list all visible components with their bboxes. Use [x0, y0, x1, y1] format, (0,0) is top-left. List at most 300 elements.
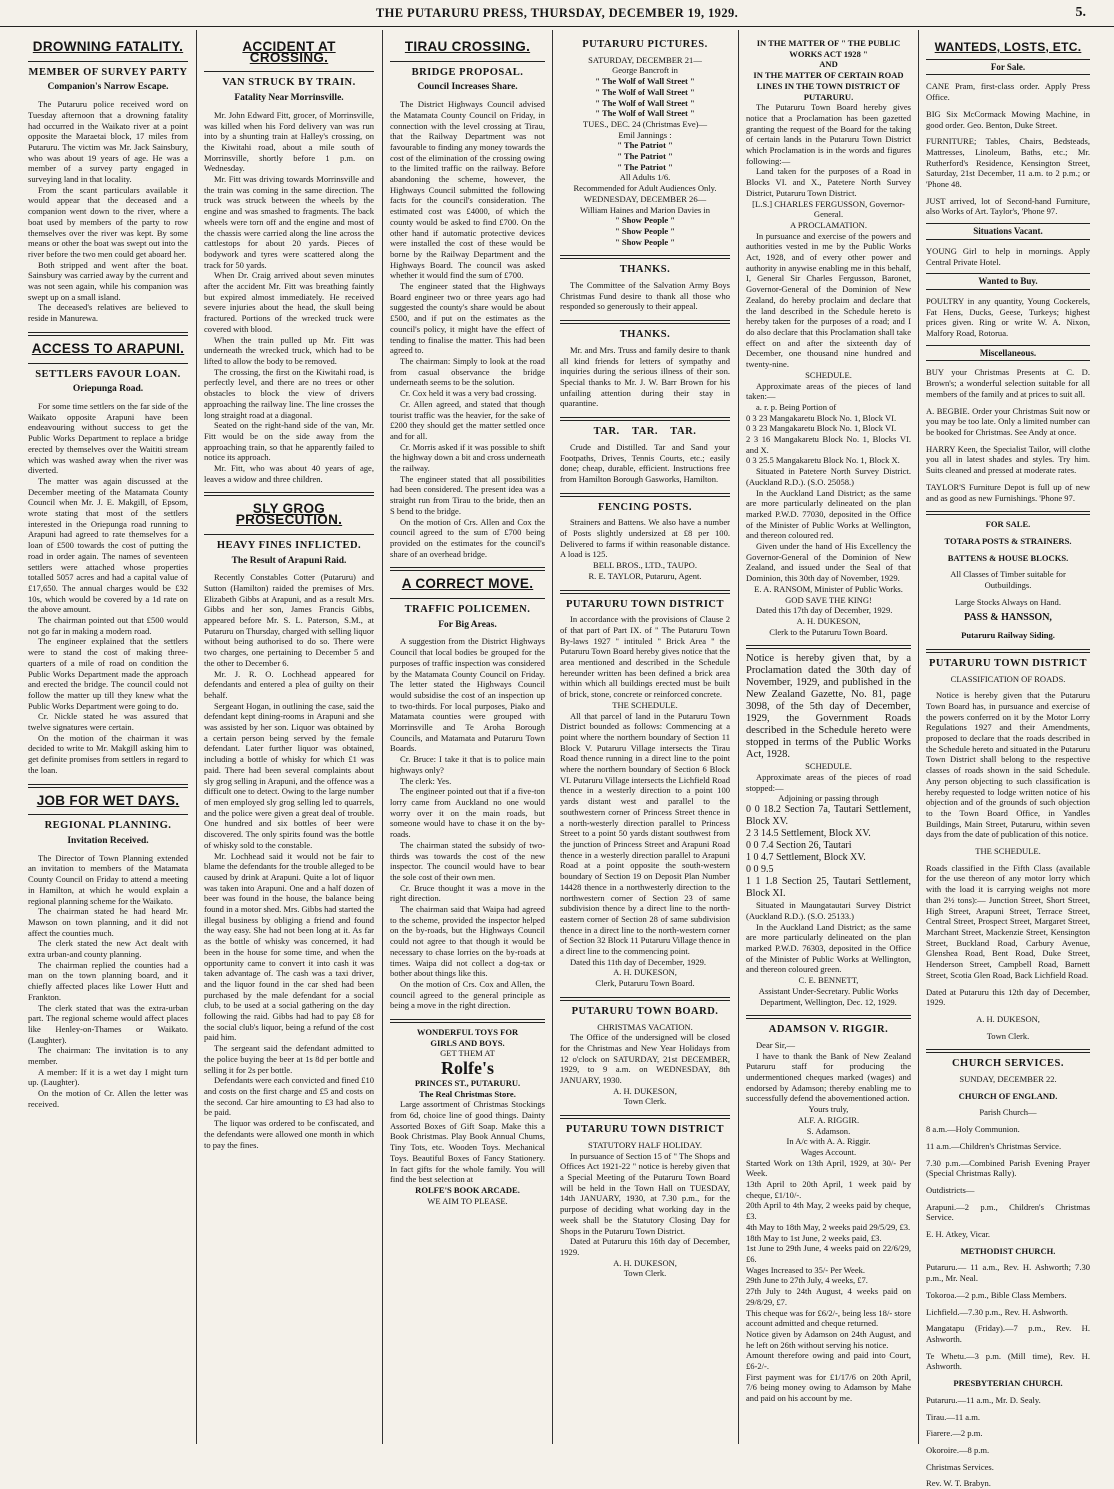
ad-body: Strainers and Battens. We also have a number of Posts slightly undersized at £8 per 100. Delivered to farms if within reasonable distance. A load is 125. [560, 517, 730, 560]
service-line: E. H. Atkey, Vicar. [926, 1229, 991, 1240]
notice-vacation [560, 1007, 730, 1107]
film-title: " Show People " [614, 215, 676, 226]
account-line: Wages Account. [800, 1146, 857, 1157]
signature: Clerk, Putaruru Town Board. [595, 978, 695, 989]
ad-line: GET THEM AT [440, 1048, 495, 1059]
paragraph: Cr. Bruce thought it was a move in the right direction. [390, 882, 545, 904]
ad-line: William Haines and Marion Davies in [580, 204, 710, 215]
divider [560, 1115, 730, 1119]
section-label: Wanted to Buy. [926, 273, 1090, 290]
classified-ad: HARRY Keen, the Specialist Tailor, will clothe you all in latest shades and styles. Try him. Suits cleaned and pressed at moderate rates. [926, 443, 1090, 476]
ad-title: FOR SALE. [985, 519, 1031, 530]
schedule-rows [746, 413, 911, 467]
ad-line: Emil Jannings : [618, 129, 672, 140]
subhead: REGIONAL PLANNING. [44, 820, 172, 832]
notice-body: In the Auckland Land District; as the same are more particularly delineated on the plan marked P.W.D. 76303, deposited in the Office of the Minister of Public Works at Wellington, and thereon coloured green. [746, 921, 911, 975]
service-line: Putaruru.—11 a.m., Mr. D. Sealy. [926, 1394, 1041, 1405]
ad-line: WEDNESDAY, DECEMBER 26— [583, 193, 707, 204]
schedule-title: SCHEDULE. [805, 761, 852, 772]
account-line: This cheque was for £6/2/-, being less 18/- store account admitted and cheque returned. [746, 1307, 911, 1329]
ad-line: WE AIM TO PLEASE. [427, 1195, 508, 1206]
notice-date: Dated this 17th day of December, 1929. [756, 605, 893, 616]
headline: SLY GROG PROSECUTION. [235, 501, 343, 528]
divider [926, 649, 1090, 653]
paragraph: For some time settlers on the far side of the Waikato opposite Arapuni have been endeavouring without success to get the Public Works Department to replace a bridge erected by themselves over the Waititi stream which was washed away when the river was diverted. [28, 400, 188, 476]
service-line: Fiarere.—2 p.m. [926, 1428, 983, 1439]
notice-title: PUTARURU TOWN DISTRICT [565, 1124, 725, 1136]
masthead [0, 4, 1114, 27]
ad-line: Putaruru Railway Siding. [961, 630, 1055, 641]
section-label: Situations Vacant. [926, 223, 1090, 240]
notice-body: Given under the hand of His Excellency the Governor-General of the Dominion of New Zealand, and issued under the Seal of that Dominion, this 30th day of November, 1929. [746, 541, 911, 584]
schedule-title: SCHEDULE. [805, 369, 852, 380]
service-line: 11 a.m.—Children's Christmas Service. [926, 1140, 1062, 1151]
classified-ad: FURNITURE; Tables, Chairs, Bedsteads, Mattresses, Linoleum, Baths, etc.; Mr. Rutherford's Residence, Kensington Street, Saturday, 21st December, 11 a.m. to 2 p.m.; or 'Phone 48. [926, 136, 1090, 190]
schedule-row: 0 0 18.2 Section 7a, Tautari Settlement, Block XV. [746, 804, 911, 828]
paragraph: The Director of Town Planning extended an invitation to members of the Matamata County Council on Friday to attend a meeting in Hamilton, at which he would explain a regional planning scheme for the Waikato. [28, 852, 188, 906]
signature: Town Clerk. [623, 1268, 667, 1279]
notice-body: In the Auckland Land District; as the same are more particularly delineated on the plan marked P.W.D. 77030, deposited in the Office of the Minister of Public Works at Wellington, and thereon coloured red. [746, 487, 911, 541]
notice-body: In pursuance of Section 15 of " The Shops and Offices Act 1921-22 " notice is hereby given that a Special Meeting of the Putaruru Town Board will be held in the Town Hall on TUESDAY, 14th JANUARY, 1930, at 7.30 p.m., for the purpose of deciding what working day in the week shall be the Statutory Closing Day for Shops in the Putaruru Town District. [560, 1150, 730, 1236]
notice-body: In pursuance and exercise of the powers and authorities vested in me by the Public Works Act, 1928, and of every other power and authority in anywise enabling me in this behalf, I, General Sir Charles Fergusson, Baronet, Governor-General of the Dominion of New Zealand, do hereby proclaim and declare that the land described in the Schedule hereto is hereby taken for the purposes of a road; and I do also declare that this Proclamation shall take effect on and after the sixteenth day of December, one thousand nine hundred and twenty-nine. [746, 230, 911, 370]
deck: Fatality Near Morrinsville. [234, 93, 344, 104]
church-name: METHODIST CHURCH. [960, 1245, 1056, 1256]
deck: Council Increases Share. [417, 82, 518, 93]
service-line: 7.30 p.m.—Combined Parish Evening Prayer (Special Christmas Rally). [926, 1157, 1090, 1179]
service-line: Mangatapu (Friday).—7 p.m., Rev. H. Ashworth. [926, 1323, 1090, 1344]
account-line: Started Work on 13th April, 1929, at 30/- Per Week. [746, 1157, 911, 1179]
notice-title: PUTARURU TOWN BOARD. [571, 1005, 719, 1017]
column-rule [552, 30, 553, 1444]
ad-pictures [560, 40, 730, 247]
notice-body: Approximate areas of the pieces of land taken:— [746, 380, 911, 402]
headline: A CORRECT MOVE. [401, 576, 534, 592]
paragraph: The Putaruru police received word on Tuesday afternoon that a drowning fatality had occurred in the Waikato river at a point opposite the Maraetai block, 17 miles from Putaruru. The victim was Mr. Jack Sainsbury, who was about 19 years of age. He was a member of a survey party engaged in surveying land in that locality. [28, 99, 188, 185]
ad-title: PUTARURU PICTURES. [582, 39, 708, 50]
paragraph: On the motion of Crs. Cox and Allen, the council agreed to the general principle as being a move in the right direction. [390, 978, 545, 1011]
film-title: " The Wolf of Wall Street " [595, 108, 695, 119]
account-line: First payment was for £1/17/6 on 20th April, 7/6 being money owing to Adamson by Mahe and paid on his account by me. [746, 1371, 911, 1404]
seal: [L.S.] CHARLES FERGUSSON, Governor-General. [752, 198, 905, 220]
signature: Assistant Under-Secretary. Public Works Department, Wellington, Dec. 12, 1929. [758, 985, 899, 1007]
service-line: Arapuni.—2 p.m., Children's Christmas Service. [926, 1201, 1090, 1223]
paragraph: Cr. Morris asked if it was possible to shift the highway down a bit and cross underneath the railway. [390, 441, 545, 474]
divider [28, 61, 188, 62]
paragraph: The engineer stated that the Highways Board engineer two or three years ago had suggested the county's share would be about £500, and if put on the estimates as the council's policy, it might have the effect of tending to finalise the matter. This had been agreed to. [390, 281, 545, 356]
ad-line: ROLFE'S BOOK ARCADE. [415, 1184, 520, 1195]
ad-line: Large Stocks Always on Hand. [955, 596, 1061, 607]
paragraph: The chairman said that Waipa had agreed to the scheme, provided the inspector helped on the by-roads, but the Highways Council could not agree to that though it would be necessary to chase lorries on the by-roads at times. Waipa did not collect a dog-tax or bother about things like this. [390, 904, 545, 979]
service-line: Tokoroa.—2 p.m., Bible Class Members. [926, 1289, 1067, 1300]
subhead: VAN STRUCK BY TRAIN. [222, 77, 356, 89]
subhead: MEMBER OF SURVEY PARTY [28, 66, 188, 78]
divider [746, 1015, 911, 1019]
film-title: " The Patriot " [617, 151, 673, 162]
account-line: 27th July to 24th August, 4 weeks paid on 29/8/29, £7. [746, 1286, 911, 1307]
paragraph: The engineer pointed out that if a five-ton lorry came from Auckland no one would worry over it on the main roads, but someone would have to chase it on the by-roads. [390, 786, 545, 840]
paragraph: Seated on the right-hand side of the van, Mr. Fitt would be on the side away from the approaching train, so that he apparently failed to notice its approach. [204, 420, 374, 463]
headline: ACCIDENT AT CROSSING. [242, 39, 336, 65]
account-line: 13th April to 20th April, 1 week paid by cheque, £1/10/-. [746, 1179, 911, 1200]
account-line: In A/c with A. A. Riggir. [786, 1136, 871, 1147]
paragraph: From the scant particulars available it would appear that the deceased and a companion went down to the river, where a boat used by members of the party to row themselves over the river was kept. By some means or other the boat was swept out into the river before the two men could get aboard her. [28, 184, 188, 259]
notice-body: Approximate areas of the pieces of road stopped:— [746, 772, 911, 793]
church-name: PRESBYTERIAN CHURCH. [953, 1378, 1063, 1389]
paragraph: A suggestion from the District Highways Council that local bodies be grouped for the purposes of traffic inspection was considered by the Matamata County Council on Friday. The letter stated the Highways Council would subsidise the cost of an inspection up to two-thirds. For local purposes, Piako and Matamata counties were grouped with Morrinsville and Te Aroha Borough Councils, and Matamata and Putaruru Town Boards. [390, 636, 545, 754]
classified-ad: CANE Pram, first-class order. Apply Press Office. [926, 81, 1090, 103]
article-sly-grog [204, 501, 374, 1150]
ad-store-name: Rolfe's [441, 1058, 494, 1079]
service-list [926, 1124, 1090, 1240]
ad-tar [560, 427, 730, 485]
notice-lead: Notice is hereby given that, by a Proclamation dated the 30th day of November, 1929, and published in the New Zealand Gazette, No. 81, page 3098, of the 5th day of December, 1929, the Government Roads described in the Schedule hereto were stopped in terms of the Public Works Act, 1928. [746, 653, 911, 761]
film-title: " The Wolf of Wall Street " [595, 76, 695, 87]
service-line: Lichfield.—7.30 p.m., Rev. H. Ashworth. [926, 1306, 1068, 1317]
ad-line: Recommended for Adult Audiences Only. [573, 183, 717, 194]
letter-close: Yours truly, [808, 1104, 849, 1115]
notice-body: Situated in Patetere North Survey District. (Auckland R.D.). (S.O. 25058.) [746, 466, 911, 487]
paragraph: Mr. J. R. O. Lochhead appeared for defendants and entered a plea of guilty on their behalf. [204, 668, 374, 700]
notice-title: AND [819, 59, 838, 70]
notice-body: Situated in Maungatautari Survey District (Auckland R.D.). (S.O. 25133.) [746, 900, 911, 921]
signature: C. E. BENNETT, [798, 975, 859, 986]
section-label: For Sale. [926, 59, 1090, 76]
paragraph: Mr. Lochhead said it would not be fair to blame the defendants for the trouble alleged to be caused by drink at Arapuni. Quite a lot of liquor was taken into Arapuni. One and a half dozen of beer was found in the house, the balance being found in a motor shed. Mrs. Gibbs had started the illegal business by obliging a friend and found the way easy. She had not been long at it. As far as the bottle of whisky was concerned, it had been in the house for some time, and when the opportunity came to convert it into cash it was taken advantage of. The cash was a taxi driver, and the liquor found in the car shed had been purchased by the male defendant for a social club, to be used at a social gathering on the day following the raid. Gibbs had had to pay £8 for the social club's liquor, being a refund of the cost paid him. [204, 850, 374, 1043]
ad-line: PASS & HANSSON, [964, 612, 1052, 624]
paragraph: The sergeant said the defendant admitted to the police buying the beer at 1s 8d per bottle and selling it for 2s per bottle. [204, 1043, 374, 1075]
paragraph: The clerk stated the new Act dealt with extra urban-and county planning. [28, 938, 188, 960]
divider [28, 363, 188, 364]
column-rule [196, 30, 197, 1444]
deck: Invitation Received. [67, 836, 149, 846]
divider [926, 511, 1090, 515]
paragraph: The clerk stated that was the extra-urban part. The regional scheme would affect places like Henley-on-Thames or Waikato. (Laughter). [28, 1002, 188, 1045]
letter-salute: Dear Sir,— [756, 1039, 796, 1050]
notice-title: THANKS. [619, 329, 671, 341]
notice-body: Land taken for the purposes of a Road in Blocks VI. and X., Patetere North Survey District, Putaruru Town District. [746, 166, 911, 198]
letter-body: I have to thank the Bank of New Zealand Putaruru staff for producing the undermentioned cheques marked (wages) and endorsed by Adamson; thereby enabling me to successfully defend the abovementioned action. [746, 1050, 911, 1104]
signature: GOD SAVE THE KING! [785, 594, 872, 605]
classified-ad: POULTRY in any quantity, Young Cockerels, Fat Hens, Ducks, Geese, Turkeys; highest prices given. Ring or write W. A. Nixon, Malfory Road, Rotorua. [926, 295, 1090, 339]
paragraph: The liquor was ordered to be confiscated, and the defendants were allowed one month in which to pay the fines. [204, 1118, 374, 1150]
service-line: Tirau.—11 a.m. [926, 1411, 980, 1422]
section-label: Miscellaneous. [926, 345, 1090, 362]
paragraph: The deceased's relatives are believed to reside in Manurewa. [28, 302, 188, 324]
headline: ACCESS TO ARAPUNI. [31, 340, 185, 356]
notice-date: Dated at Putaruru this 16th day of December, 1929. [560, 1236, 730, 1257]
paragraph: The chairman replied the counties had a man on the town planning board, and it chiefly affected places like Lower Hutt and Frankton. [28, 959, 188, 1002]
column-6 [926, 34, 1090, 1489]
notice-thanks-1 [560, 265, 730, 312]
schedule-row: 1 1 1.8 Section 25, Tautari Settlement, Block XI. [746, 876, 911, 900]
ad-line: PRINCES ST., PUTARURU. [414, 1077, 521, 1088]
paragraph: Mr. Fitt was driving towards Morrinsville and the train was coming in the same direction. The truck was struck between the wheels by the engine and was smashed to fragments. The back wheels were torn off and the engine and most of the chassis were carried along the line across the cattlestops for about 20 yards. Pieces of bodywork and tyres were scattered along the track for 50 yards. [204, 174, 374, 270]
letter-adamson [746, 1025, 911, 1404]
divider [560, 255, 730, 259]
film-title: " The Wolf of Wall Street " [595, 86, 695, 97]
account-line: Amount therefore owing and paid into Court, £6-2/-. [746, 1350, 911, 1372]
paragraph: The clerk: Yes. [400, 775, 452, 786]
notice-title: IN THE MATTER OF CERTAIN ROAD LINES IN THE TOWN DISTRICT OF PUTARURU. [753, 70, 904, 102]
schedule-row: 0 3 25.5 Mangakaretu Block No. 1, Block X. [746, 455, 900, 466]
deck: The Result of Arapuni Raid. [231, 555, 347, 566]
account-line: Wages Increased to 35/- Per Week. [746, 1264, 866, 1275]
paragraph: Both stripped and went after the boat. Sainsbury was carried away by the current and was not seen again, while his companion was swept up on a small island. [28, 259, 188, 302]
divider [560, 493, 730, 497]
deck: Companion's Narrow Escape. [47, 82, 169, 93]
divider [746, 645, 911, 649]
divider [390, 1019, 545, 1023]
paragraph: Cr. Nickle stated he was assured that twelve signatures were certain. [28, 711, 188, 733]
notice-title: THANKS. [619, 264, 671, 276]
service-list [926, 1262, 1090, 1372]
classified-ad: YOUNG Girl to help in mornings. Apply Central Private Hotel. [926, 245, 1090, 267]
signature: Clerk to the Putaruru Town Board. [769, 626, 888, 637]
schedule-title: THE SCHEDULE. [975, 846, 1041, 857]
column-rule [382, 30, 383, 1444]
headline: TIRAU CROSSING. [404, 39, 531, 54]
ad-line: TUES., DEC. 24 (Christmas Eve)— [582, 118, 708, 129]
notice-body: All that parcel of land in the Putaruru Town District bounded as follows: Commencing at a point where the northern boundary of Section 11 Block V. Putaruru Village intersects the Tirau Road thence running in a direct line to the point where the northern boundary of Section 6 Block VI. Putaruru Village intersects the Lichfield Road thence in a westerly direction to a point 100 yards distant west and parallel to the southwestern corner of Princess Street thence in a north-westerly direction parallel to Princess Street to a point 50 yards distant southwest from the junction of Princess Street and Arapuni Road thence in a westerly direction parallel to Arapuni Road at a point opposite the south-western boundary of Section 19 on Deposit Plan Number 14428 thence in a northwesterly direction to the northwestern corner of Section 23 of same subdivision thence by a direct line to the north-eastern corner of Section 28 of same subdivision thence in a direct line to the north-western corner of Section 32 Block 11 Putaruru Village thence in a direct line to the commencing point. [560, 710, 730, 957]
service-date: SUNDAY, DECEMBER 22. [959, 1074, 1057, 1085]
paragraph: Mr. Fitt, who was about 40 years of age, leaves a widow and three children. [204, 463, 374, 484]
notice-date: Dated this 11th day of December, 1929. [570, 956, 707, 967]
classified-list [926, 296, 1090, 339]
ad-line: BELL BROS., LTD., TAUPO. [593, 560, 697, 571]
schedule-header: Adjoining or passing through [778, 793, 879, 804]
signature: ALF. A. RIGGIR. [797, 1114, 860, 1125]
ad-title: FENCING POSTS. [598, 501, 692, 513]
film-title: " Show People " [614, 225, 676, 236]
service-line: Christmas Services. [926, 1461, 994, 1472]
notice-title: IN THE MATTER OF " THE PUBLIC WORKS ACT 1928 " [756, 38, 901, 59]
service-line: 8 a.m.—Holy Communion. [926, 1124, 1020, 1135]
account-line: 20th April to 4th May, 2 weeks paid by cheque, £3. [746, 1200, 911, 1222]
ad-totara [926, 519, 1090, 641]
notice-title: PUTARURU TOWN DISTRICT [565, 598, 725, 610]
ad-line: R. E. TAYLOR, Putaruru, Agent. [588, 570, 702, 581]
paragraph: Cr. Cox held it was a very bad crossing. [400, 388, 537, 399]
paragraph: Cr. Bruce: I take it that is to police main highways only? [390, 754, 545, 775]
column-1 [28, 34, 188, 1440]
divider [560, 997, 730, 1001]
divider [204, 534, 374, 535]
classified-ad: TAYLOR'S Furniture Depot is full up of new and as good as new Furnishings. 'Phone 97. [926, 481, 1090, 503]
notice-subtitle: CLASSIFICATION OF ROADS. [950, 673, 1066, 684]
divider [560, 590, 730, 594]
paragraph: The District Highways Council advised the Matamata County Council on Friday, in connection with the level crossing at Tirau, that the Railway Department was not favourable to finding any money towards the cost of the elimination of the crossing owing to the limited traffic on the railway. Before abandoning the scheme, however, the Highways Council submitted the following facts for the council's consideration. The estimated cost was £4000, of which the county would be asked to find £700. On the other hand if automatic protective devices were installed the cost of these would be borne by the Railway Department and the Highways Board. The council was asked whether it would find the sum of £700. [390, 99, 545, 281]
column-rule [738, 30, 739, 1444]
proclamation-title: A PROCLAMATION. [790, 219, 867, 230]
ad-line: SATURDAY, DECEMBER 21— [588, 54, 702, 65]
service-line: Okoroire.—8 p.m. [926, 1444, 990, 1455]
notice-roads-stopped [746, 653, 911, 1007]
article-tirau [390, 39, 545, 559]
paragraph: The engineer explained that the settlers were to stand the cost of making three-quarters of a mile of road on condition the Public Works Department made the approach and erected the bridge. The council could not follow the matter up till they knew what the Public Works Department were going to do. [28, 636, 188, 711]
account-line: 4th May to 18th May, 2 weeks paid 29/5/29, £3. [746, 1221, 911, 1232]
classified-ad: JUST arrived, lot of Second-hand Furniture, also Works of Art. Taylor's, 'Phone 97. [926, 195, 1090, 217]
account-line: 18th May to 1st June, 2 weeks paid, £3. [746, 1232, 882, 1243]
ad-body: Large assortment of Christmas Stockings from 6d, choice line of good things. Dainty Assorted Boxes of Gift Soap. Make this a Book Christmas. Play Book Annual Chums, Tiny Tots, etc. Wooden Toys. Mechanical Toys. Beautiful Boxes of Fancy Stationery. In fact gifts for the whole family. You will find the best selection at [390, 1099, 545, 1185]
ad-line: All Adults 1/6. [619, 172, 671, 183]
subhead: TRAFFIC POLICEMEN. [404, 604, 531, 616]
classified-ad: BUY your Christmas Presents at C. D. Brown's; a wonderful selection suitable for all members of the family and at prices to suit all. [926, 367, 1090, 399]
ad-line: BATTENS & HOUSE BLOCKS. [947, 552, 1069, 563]
column-5 [746, 34, 911, 1440]
signature: A. H. DUKESON, [796, 615, 861, 626]
paragraph: The chairman stated he had heard Mr. Mawson on town planning, and it did not affect the counties much. [28, 906, 188, 938]
service-line: Te Whetu.—3 p.m. (Mill time), Rev. H. Ashworth. [926, 1350, 1090, 1372]
service-line: Rev. W. T. Brabyn. [926, 1478, 991, 1489]
ad-line: All Classes of Timber suitable for Outbuildings. [950, 569, 1066, 591]
divider [560, 417, 730, 421]
article-accident [204, 39, 374, 484]
article-drowning [28, 39, 188, 324]
paragraph: The chairman pointed out that £500 would not go far in making a modern road. [28, 615, 188, 636]
service-line: Outdistricts— [926, 1184, 975, 1195]
notice-body: Notice is hereby given that the Putaruru Town Board has, in pursuance and exercise of the powers conferred on it by the Motor Lorry Regulations 1927 and their Amendments, proposed to declare that the roads described in the Schedule hereto and situated in the Putaruru Town District shall belong to the respective classes of roads shown in the said Schedule. Any person objecting to such classification is hereby requested to lodge written notice of his objection and of the grounds of such objection to the Town Board Office, in Yandles Buildings, Main Street, Putaruru, within seven days from the date of publication of this notice. [926, 690, 1090, 840]
ad-body: Crude and Distilled. Tar and Sand your Footpaths, Drives, Tennis Courts, etc.; easily done; cheap, durable, efficient. Instructions free from Hamilton Borough Gasworks, Hamilton. [560, 441, 730, 484]
notice-public-works [746, 38, 911, 637]
account-line: 1st June to 29th June, 4 weeks paid on 22/6/29, £6. [746, 1243, 911, 1264]
schedule-row: 0 0 7.4 Section 26, Tautari [746, 840, 852, 852]
paragraph: The chairman: Simply to look at the road from casual observance the bridge underneath seems to be the solution. [390, 355, 545, 388]
deck: For Big Areas. [438, 619, 497, 630]
divider [28, 814, 188, 815]
church-line: Parish Church— [979, 1107, 1037, 1118]
schedule-row: 1 0 4.7 Settlement, Block XV. [746, 852, 866, 864]
ad-fencing [560, 503, 730, 582]
paragraph: Recently Constables Cotter (Putaruru) and Sutton (Hamilton) raided the premises of Mrs. Elizabeth Gibbs at Arapuni, and as a result Mrs. Gibbs and her son, James Francis Gibbs, appeared before Mr. S. L. Paterson, S.M., at Putaruru on Thursday, charged with selling liquor without being authorised to do so. There were two charges, one pertaining to December 5 and the other to December 6. [204, 572, 374, 668]
notice-body: In accordance with the provisions of Clause 2 of that part of Part IX. of " The Putaruru Town By-laws 1927 " intituled " Brick Area " the Putaruru Town Board hereby gives notice that the area mentioned and described in the Schedule hereunder written has been defined a brick area within which all buildings erected must be built of brick, stone, concrete or reinforced concrete. [560, 614, 730, 700]
paragraph: When Dr. Craig arrived about seven minutes after the accident Mr. Fitt was breathing faintly but expired almost immediately. He received severe injuries about the head, the skull being fractured. Portions of the wrecked truck were covered with blood. [204, 270, 374, 334]
ad-line: George Bancroft in [612, 65, 678, 76]
headline: DROWNING FATALITY. [32, 39, 184, 54]
notice-subtitle: STATUTORY HALF HOLIDAY. [588, 1139, 702, 1150]
schedule-row: 2 3 16 Mangakaretu Block No. 1, Blocks VI. and X. [746, 434, 911, 455]
article-wet-days [28, 792, 188, 1110]
subhead: HEAVY FINES INFLICTED. [216, 539, 362, 551]
schedule-row: 0 3 23 Mangakaretu Block No. 1, Block VI. [746, 423, 897, 434]
church-name: CHURCH OF ENGLAND. [958, 1090, 1058, 1101]
classifieds [926, 42, 1090, 503]
paragraph: A member: If it is a wet day I might turn up. (Laughter). [28, 1066, 188, 1088]
signature: A. H. DUKESON, [613, 1085, 677, 1096]
classified-ad: BIG Six McCormack Mowing Machine, in good order. Geo. Benton, Duke Street. [926, 108, 1090, 130]
headline: JOB FOR WET DAYS. [36, 792, 180, 808]
column-2 [204, 34, 374, 1440]
church-services [926, 1059, 1090, 1489]
divider [560, 320, 730, 324]
schedule-row: 0 0 9.5 [746, 864, 774, 876]
signature: A. H. DUKESON, [613, 1257, 677, 1268]
film-title: " The Patriot " [617, 161, 673, 172]
divider [390, 598, 545, 599]
schedule-rows [746, 804, 911, 900]
signature: A. H. DUKESON, [613, 967, 677, 978]
account-line: Notice given by Adamson on 24th August, and he left on 26th without serving his notice. [746, 1328, 911, 1350]
ad-line: The Real Christmas Store. [419, 1088, 516, 1099]
paragraph: On the motion of Cr. Allen the letter was received. [28, 1088, 188, 1109]
account-line: 29th June to 27th July, 4 weeks, £7. [746, 1275, 868, 1286]
classified-ad: A. BEGBIE. Order your Christmas Suit now or you may be too late. Only a limited number can be booked for Christmas. See Andy at once. [926, 405, 1090, 437]
paragraph: Sergeant Hogan, in outlining the case, said the defendant kept dining-rooms in Arapuni and she was assisted by her son. Liquor was obtained by a certain person being served by the female defendant. Later further liquor was obtained, including a bottle of whisky for which £1 was paid. There had been several complaints about sly grog selling in Arapuni, and the offence was a difficult one to detect. Owing to the large number of men employed sly grog selling led to quarrels, and the police were given a great deal of trouble. One hundred and six bottles of beer were discovered. The only spirits found was the bottle of whisky sold to the constable. [204, 700, 374, 850]
classified-list [926, 246, 1090, 267]
signature: Town Clerk. [623, 1096, 667, 1107]
headline: WANTEDS, LOSTS, ETC. [934, 40, 1082, 54]
notice-body: The Committee of the Salvation Army Boys Christmas Fund desire to thank all those who responded so generously to their appeal. [560, 280, 730, 312]
notice-title: PUTARURU TOWN DISTRICT [928, 657, 1088, 669]
schedule-title: THE SCHEDULE. [612, 699, 678, 710]
signature: A. H. DUKESON, [976, 1013, 1040, 1024]
signature: E. A. RANSOM, Minister of Public Works. [754, 583, 903, 594]
notice-half-holiday [560, 1125, 730, 1279]
account-lines [746, 1158, 911, 1404]
divider [28, 784, 188, 788]
letter-title: ADAMSON V. RIGGIR. [768, 1024, 889, 1036]
divider [204, 492, 374, 496]
ad-line: WONDERFUL TOYS FOR [416, 1027, 519, 1038]
classified-list [926, 81, 1090, 217]
masthead-title: THE PUTARURU PRESS, THURSDAY, DECEMBER 19, 1929. [375, 6, 739, 20]
ad-rolfes [390, 1027, 545, 1206]
notice-brick-area [560, 600, 730, 989]
notice-thanks-2 [560, 330, 730, 409]
divider [28, 332, 188, 336]
notice-date: Dated at Putaruru this 12th day of December, 1929. [926, 986, 1090, 1008]
deck: Oriepunga Road. [72, 384, 144, 395]
ad-line: TOTARA POSTS & STRAINERS. [944, 535, 1072, 546]
column-3 [390, 34, 545, 1440]
paragraph: On the motion of Crs. Allen and Cox the council agreed to the sum of £700 being provided on the estimates for the council's share of an overhead bridge. [390, 516, 545, 559]
divider [390, 567, 545, 571]
service-line: Putaruru.— 11 a.m., Rev. H. Ashworth; 7.30 p.m., Mr. Neal. [926, 1262, 1090, 1284]
film-title: " The Wolf of Wall Street " [595, 97, 695, 108]
notice-body: The Office of the undersigned will be closed for the Christmas and New Year Holidays from 12 o'clock on SATURDAY, 21st DECEMBER, 1929, to 9 a.m. on WEDNESDAY, 8th JANUARY, 1930. [560, 1032, 730, 1086]
subhead: BRIDGE PROPOSAL. [411, 66, 524, 78]
paragraph: The crossing, the first on the Kiwitahi road, is perfectly level, and there are no trees or other obstacles to block the view of drivers approaching the railway line. The line crosses the long straight road at a diagonal. [204, 366, 374, 420]
notice-title: CHURCH SERVICES. [951, 1058, 1065, 1070]
paragraph: The chairman stated the subsidy of two-thirds was towards the cost of the new inspector. The council would have to bear the sole cost of their own men. [390, 839, 545, 882]
column-rule [918, 30, 919, 1444]
notice-body: Mr. and Mrs. Truss and family desire to thank all kind friends for letters of sympathy and inquiries during the serious illness of their son. Special thanks to Mr. J. W. Barr Brown for his unfailing attention during their stay in quarantine. [560, 344, 730, 409]
paragraph: The engineer stated that all possibilities had been considered. The present idea was a straight run from Tirau to the bride, then an S bend to the bridge. [390, 473, 545, 516]
schedule-row: 0 3 23 Mangakaretu Block No. 1, Block VI. [746, 412, 897, 423]
divider [390, 61, 545, 62]
paragraph: Mr. John Edward Fitt, grocer, of Morrinsville, was killed when his Ford delivery van was run into by a shunting train at Halley's crossing, on the Kiwitahi road, about a mile south of Morrinsville, shortly before 1 p.m. on Wednesday. [204, 109, 374, 174]
notice-subtitle: CHRISTMAS VACATION. [597, 1021, 693, 1032]
subhead: SETTLERS FAVOUR LOAN. [35, 368, 181, 380]
paragraph: When the train pulled up Mr. Fitt was underneath the wrecked truck, which had to be lifted to allow the body to be removed. [204, 334, 374, 366]
notice-body: The Putaruru Town Board hereby gives notice that a Proclamation has been gazetted granting the request of the Board for the taking of certain lands in the Putaruru Town District which Proclamation is in the words and figures following:— [746, 102, 911, 166]
divider [926, 1049, 1090, 1053]
paragraph: Defendants were each convicted and fined £10 and costs on the first charge and £5 and costs on the second. Car hire amounting to £3 had also to be paid. [204, 1075, 374, 1118]
paragraph: On the motion of the chairman it was decided to write to Mr. Makgill asking him to get definite promises from settlers in regard to the loan. [28, 732, 188, 775]
divider [204, 71, 374, 72]
schedule-row: 2 3 14.5 Settlement, Block XV. [746, 828, 871, 840]
article-arapuni [28, 340, 188, 776]
ad-line: GIRLS AND BOYS. [430, 1037, 505, 1048]
paragraph: The chairman: The invitation is to any member. [28, 1045, 188, 1067]
signature: Town Clerk. [986, 1030, 1030, 1041]
notice-road-classification [926, 659, 1090, 1042]
column-4 [560, 34, 730, 1440]
paragraph: The matter was again discussed at the December meeting of the Matamata County Council when Mr. J. E. Makgill, of Epsom, wrote stating that most of the settlers interested in the Oriepunga road running to Arapuni had agreed to rate themselves for a loan of £500 towards the cost of putting the road in order again. The names of seventeen settlers were attached whose properties totalled 5057 acres and had a capital value of £17,650. The annual charges would be £32 10s, which would be covered by a 1d rate on the above amount. [28, 475, 188, 615]
classified-list [926, 367, 1090, 503]
ad-title: TAR. TAR. TAR. [593, 426, 697, 438]
schedule-header: a. r. p. Being Portion of [756, 401, 837, 412]
film-title: " The Patriot " [617, 140, 673, 151]
